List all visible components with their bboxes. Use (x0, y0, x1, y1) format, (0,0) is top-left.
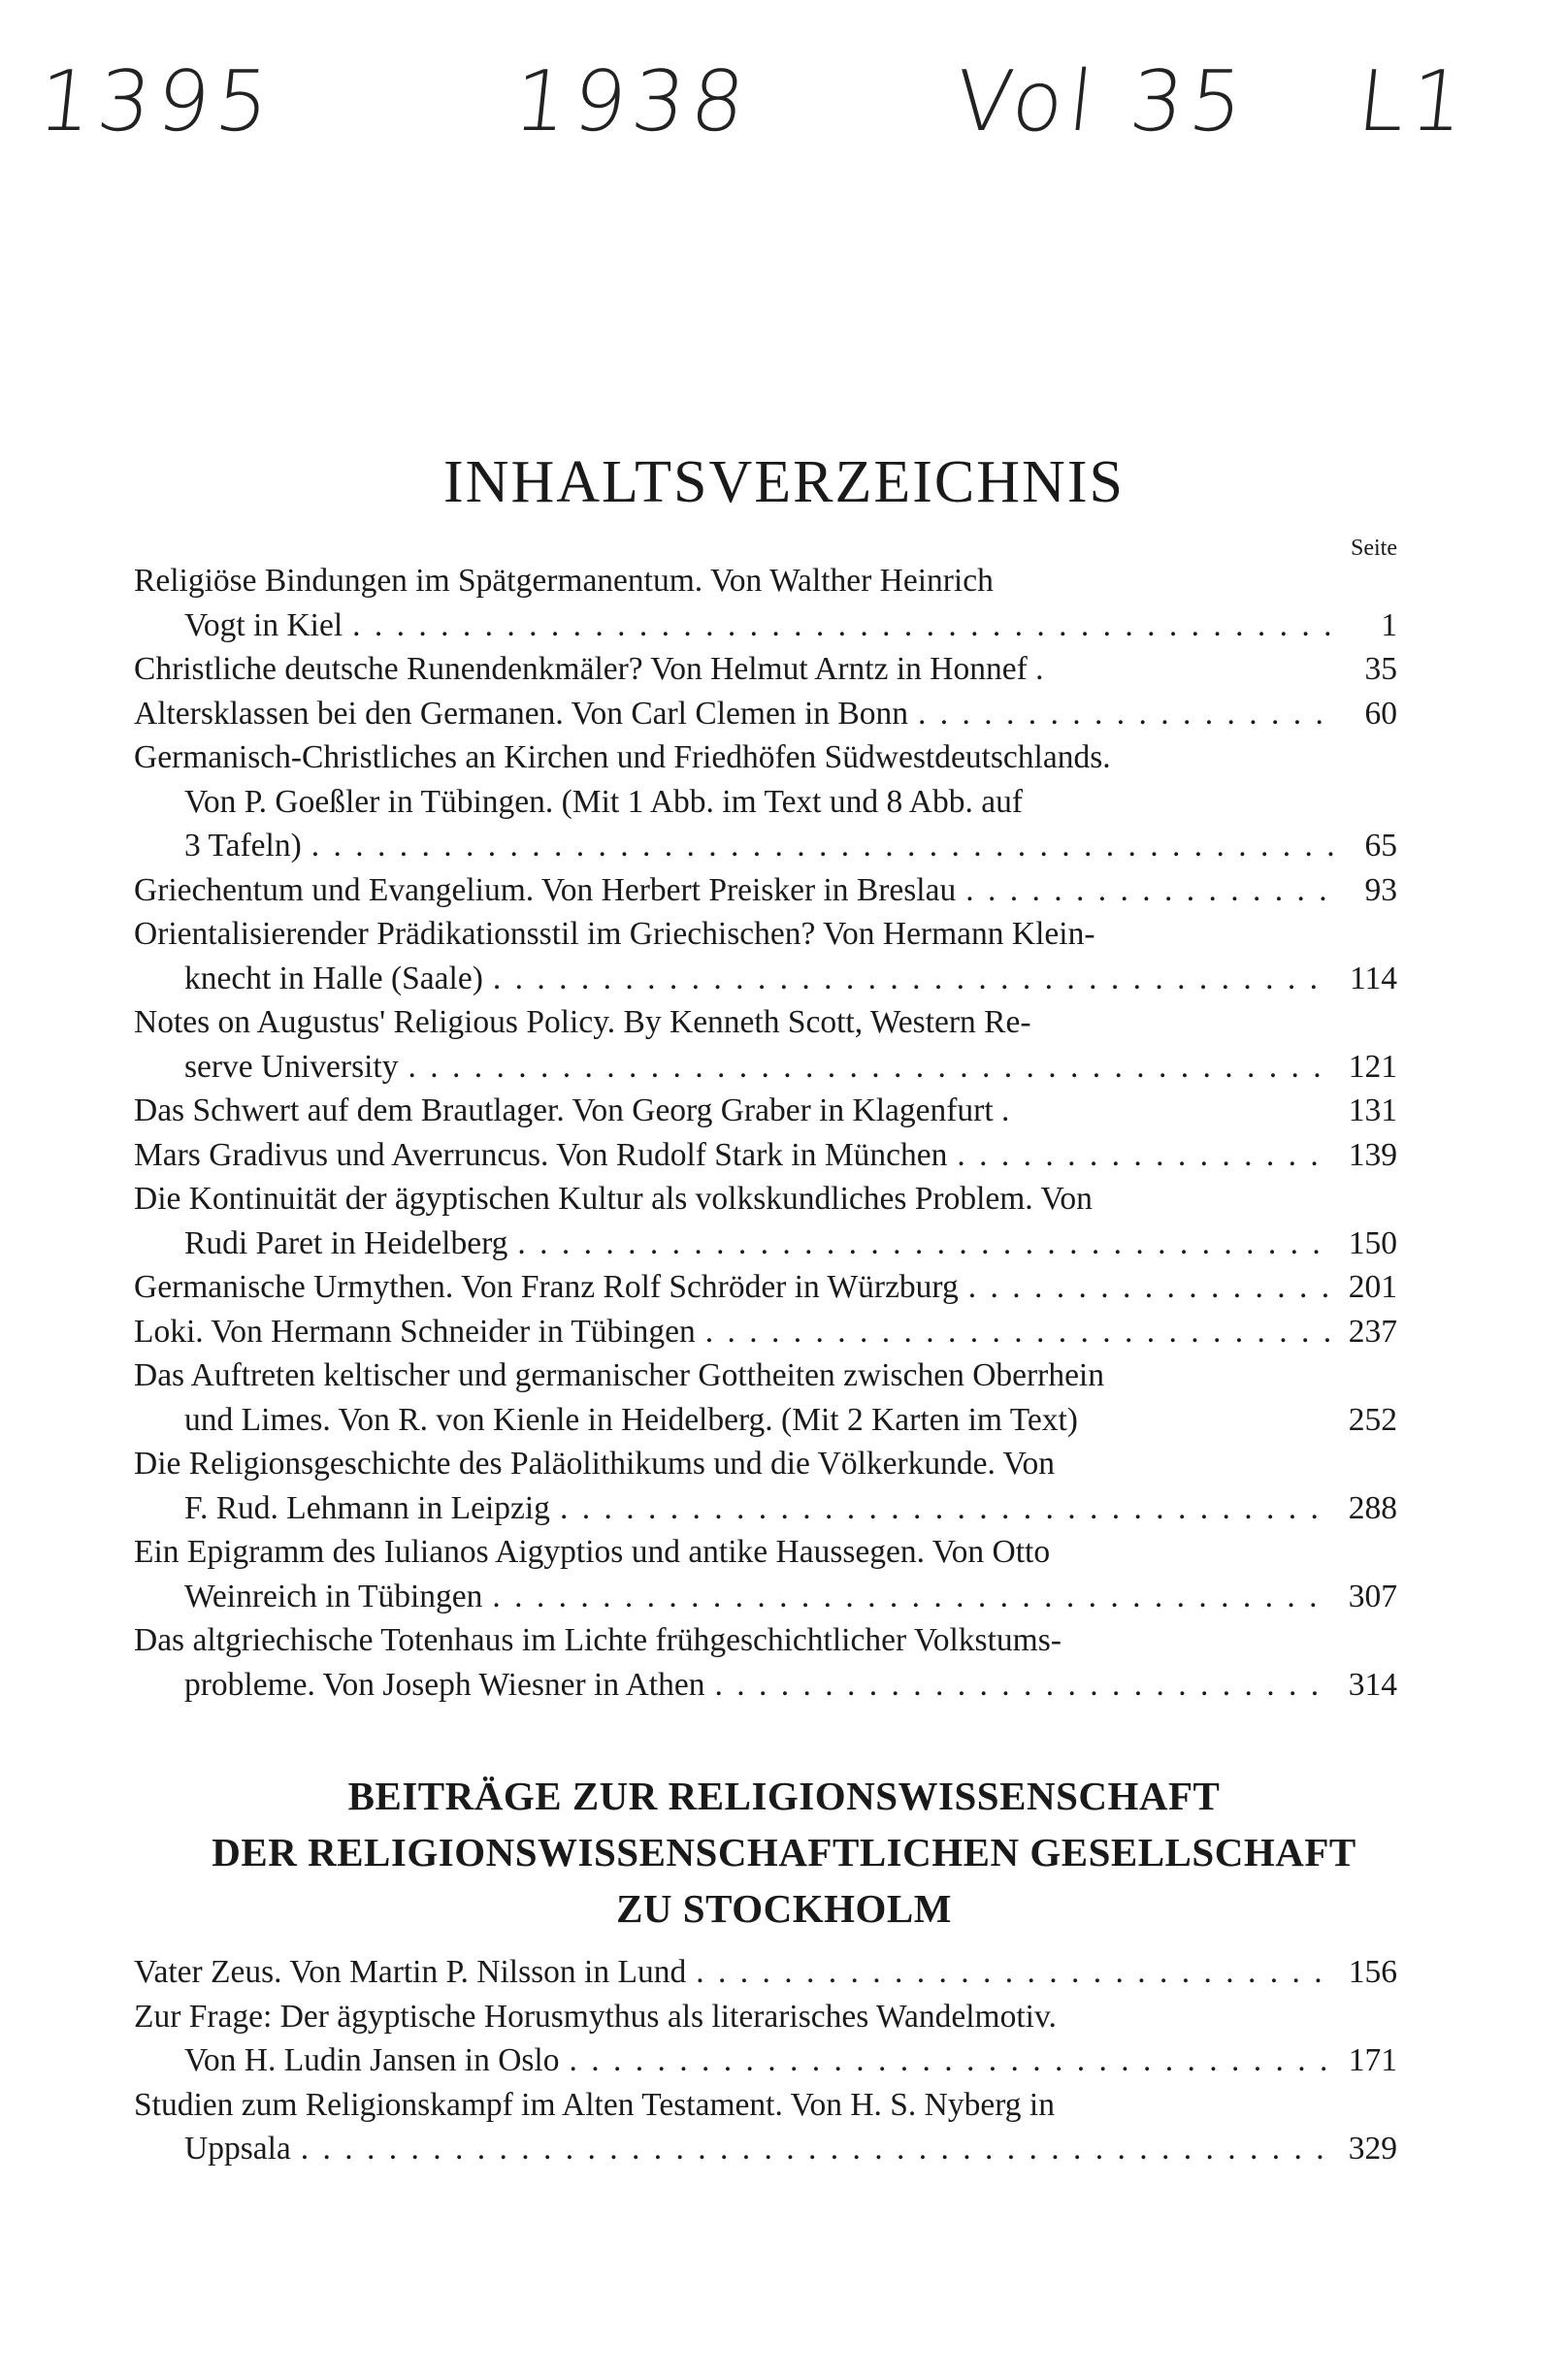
handwritten-annotation-4: L1 (1353, 53, 1475, 150)
toc-entry-text: Religiöse Bindungen im Spätgermanentum. Von Walther Heinrich (134, 563, 994, 599)
toc-entry-line (134, 1442, 1397, 1486)
toc-entry-line (134, 1398, 1397, 1443)
toc-entry-text: Die Kontinuität der ägyptischen Kultur als volkskundliches Problem. Von (134, 1181, 1093, 1217)
toc-page-number: 329 (1348, 2131, 1397, 2167)
dot-leader (291, 2127, 1333, 2171)
toc-entry-text: Von H. Ludin Jansen in Oslo (184, 2042, 560, 2078)
dot-leader (696, 1310, 1333, 1354)
dot-leader (302, 824, 1333, 868)
dot-leader (550, 1486, 1333, 1531)
toc-entry (134, 1442, 1397, 1530)
toc-entry (134, 647, 1397, 692)
toc-entry-line (134, 824, 1397, 868)
section-heading (0, 1768, 1568, 1937)
toc-entry-line (134, 868, 1397, 913)
toc-entry-line (134, 780, 1397, 825)
toc-entry-text: Studien zum Religionskampf im Alten Testament. Von H. S. Nyberg in (134, 2086, 1055, 2123)
toc-entry-text: Ein Epigramm des Iulianos Aigyptios und antike Haussegen. Von Otto (134, 1534, 1051, 1570)
toc-entry (134, 559, 1397, 647)
toc-entry-text: Orientalisierender Prädikationsstil im Griechischen? Von Hermann Klein- (134, 916, 1095, 952)
dot-leader (483, 957, 1333, 1001)
toc-entry-line (134, 1177, 1397, 1222)
toc-page-number: 131 (1348, 1092, 1397, 1128)
toc-entry-line (134, 1045, 1397, 1090)
toc-entry-line (134, 2127, 1397, 2171)
toc-entry-text: serve University (184, 1048, 399, 1085)
toc-entry-line (134, 957, 1397, 1001)
toc-entry-text: F. Rud. Lehmann in Leipzig (184, 1489, 550, 1526)
toc-page-number: 171 (1348, 2042, 1397, 2078)
toc-entry-line (134, 1575, 1397, 1619)
toc-entry-line (134, 1995, 1397, 2039)
toc-entry (134, 1089, 1397, 1133)
toc-entry-text: Altersklassen bei den Germanen. Von Carl Clemen in Bonn (134, 695, 908, 732)
dot-leader (343, 603, 1333, 648)
toc-entry-line (134, 1530, 1397, 1575)
toc-entry-text: Uppsala (184, 2131, 291, 2167)
dot-leader (482, 1575, 1333, 1619)
toc-entry-line (134, 1265, 1397, 1310)
toc-entry-line (134, 2083, 1397, 2128)
dot-leader (704, 1663, 1333, 1708)
toc-page-number: 139 (1348, 1136, 1397, 1173)
toc-entry-text: probleme. Von Joseph Wiesner in Athen (184, 1666, 705, 1703)
dot-leader (947, 1133, 1333, 1178)
toc-entry (134, 1353, 1397, 1442)
toc-entry-text: Vogt in Kiel (184, 606, 343, 643)
toc-entry (134, 2083, 1397, 2171)
dot-leader (686, 1950, 1333, 1995)
toc-entry (134, 1310, 1397, 1354)
section-heading-line: DER RELIGIONSWISSENSCHAFTLICHEN GESELLSCHAFT (212, 1830, 1356, 1874)
toc-entry-line (134, 559, 1397, 603)
dot-leader (956, 868, 1333, 913)
toc-entry-text: Christliche deutsche Runendenkmäler? Von Helmut Arntz in Honnef . (134, 651, 1044, 687)
handwritten-annotation-2: 1938 (508, 53, 756, 150)
toc-page-number: 121 (1348, 1048, 1397, 1085)
toc-entry (134, 868, 1397, 913)
toc-page-number: 288 (1348, 1489, 1397, 1526)
section-heading-line: BEITRÄGE ZUR RELIGIONSWISSENSCHAFT (347, 1774, 1221, 1818)
toc-entry (134, 1950, 1397, 1995)
page-column-label: Seite (1351, 536, 1397, 561)
toc-entry-line (134, 1000, 1397, 1045)
toc-entry (134, 1530, 1397, 1618)
toc-page-number: 307 (1348, 1578, 1397, 1614)
toc-entry-line (134, 1089, 1397, 1133)
toc-entry-line (134, 1353, 1397, 1398)
toc-entry-text: Das Auftreten keltischer und germanischer Gottheiten zwischen Oberrhein (134, 1357, 1104, 1393)
dot-leader (959, 1265, 1333, 1310)
toc-entry-text: Vater Zeus. Von Martin P. Nilsson in Lund (134, 1954, 687, 1990)
toc-entry-text: Von P. Goeßler in Tübingen. (Mit 1 Abb. im Text und 8 Abb. auf (184, 783, 1023, 820)
toc-page-number: 1 (1381, 606, 1397, 643)
toc-entry-line (134, 1663, 1397, 1708)
toc-entry (134, 1133, 1397, 1178)
toc-entry-text: Das Schwert auf dem Brautlager. Von Georg Graber in Klagenfurt . (134, 1092, 1010, 1128)
toc-page-number: 314 (1348, 1666, 1397, 1703)
toc-entry-line (134, 735, 1397, 780)
toc-entry-line (134, 1618, 1397, 1663)
stockholm-contents (134, 1950, 1397, 2171)
toc-page-number: 150 (1348, 1224, 1397, 1261)
toc-entry (134, 692, 1397, 736)
toc-entry-text: Germanisch-Christliches an Kirchen und Friedhöfen Südwestdeutschlands. (134, 739, 1111, 775)
toc-entry-text: Griechentum und Evangelium. Von Herbert Preisker in Breslau (134, 871, 957, 908)
toc-entry-line (134, 692, 1397, 736)
toc-entry-line (134, 2038, 1397, 2083)
toc-entry (134, 1995, 1397, 2083)
dot-leader (560, 2038, 1334, 2083)
dot-leader (398, 1045, 1333, 1090)
toc-entry-text: Germanische Urmythen. Von Franz Rolf Schröder in Würzburg (134, 1269, 959, 1305)
page-title: INHALTSVERZEICHNIS (443, 449, 1125, 515)
toc-entry-line (134, 1950, 1397, 1995)
toc-entry-text: Notes on Augustus' Religious Policy. By Kenneth Scott, Western Re- (134, 1004, 1031, 1040)
section-heading-line: ZU STOCKHOLM (616, 1886, 952, 1931)
toc-entry-text: Zur Frage: Der ägyptische Horusmythus als literarisches Wandelmotiv. (134, 1998, 1057, 2035)
handwritten-annotation-1: 1395 (33, 53, 280, 150)
toc-page-number: 35 (1364, 651, 1397, 687)
dot-leader (507, 1222, 1333, 1266)
toc-entry (134, 1265, 1397, 1310)
toc-page-number: 60 (1364, 695, 1397, 732)
toc-entry (134, 1177, 1397, 1265)
toc-entry-text: Das altgriechische Totenhaus im Lichte frühgeschichtlicher Volkstums- (134, 1622, 1062, 1658)
toc-entry-line (134, 1310, 1397, 1354)
toc-entry-text: und Limes. Von R. von Kienle in Heidelberg. (Mit 2 Karten im Text) (184, 1401, 1078, 1438)
toc-entry-text: knecht in Halle (Saale) (184, 960, 483, 996)
toc-page-number: 93 (1364, 871, 1397, 908)
toc-page-number: 201 (1348, 1269, 1397, 1305)
toc-entry-text: Loki. Von Hermann Schneider in Tübingen (134, 1313, 696, 1350)
toc-page-number: 65 (1364, 828, 1397, 864)
toc-entry-line (134, 912, 1397, 957)
toc-entry-text: Weinreich in Tübingen (184, 1578, 483, 1614)
toc-entry-text: Rudi Paret in Heidelberg (184, 1224, 508, 1261)
toc-page-number: 114 (1349, 960, 1397, 996)
toc-entry-text: Die Religionsgeschichte des Paläolithikums und die Völkerkunde. Von (134, 1446, 1056, 1482)
toc-entry-line (134, 1133, 1397, 1178)
toc-entry-text: Mars Gradivus und Averruncus. Von Rudolf Stark in München (134, 1136, 948, 1173)
toc-page-number: 252 (1348, 1401, 1397, 1438)
toc-entry (134, 912, 1397, 1000)
toc-entry-line (134, 603, 1397, 648)
toc-entry-line (134, 1222, 1397, 1266)
toc-entry (134, 1000, 1397, 1089)
dot-leader (908, 692, 1333, 736)
toc-entry-text: 3 Tafeln) (184, 828, 302, 864)
toc-page-number: 237 (1348, 1313, 1397, 1350)
table-of-contents (134, 559, 1397, 1707)
toc-entry-line (134, 1486, 1397, 1531)
toc-entry (134, 735, 1397, 868)
toc-entry (134, 1618, 1397, 1707)
toc-page-number: 156 (1348, 1954, 1397, 1990)
handwritten-annotation-3: Vol 35 (950, 53, 1254, 150)
toc-entry-line (134, 647, 1397, 692)
